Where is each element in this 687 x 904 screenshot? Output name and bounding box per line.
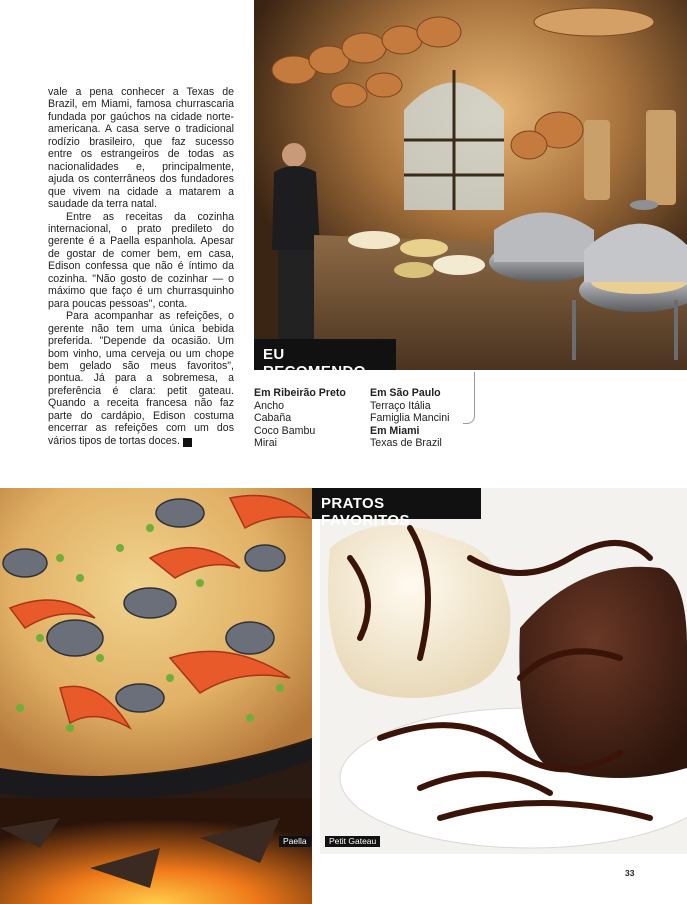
article-body (48, 86, 234, 447)
restaurant-item: Coco Bambu (254, 424, 316, 437)
restaurant-item: Mirai (254, 437, 277, 450)
eu-recomendo-heading: EU RECOMENDO (254, 339, 396, 370)
restaurant-item: Texas de Brazil (370, 437, 442, 450)
page-number: 33 (625, 868, 635, 878)
city-heading: Em Miami (370, 424, 420, 437)
paella-caption: Paella (279, 836, 311, 847)
paella-photo (0, 488, 312, 904)
city-heading: Em Ribeirão Preto (254, 387, 346, 399)
article-paragraph: vale a pena conhecer a Texas de Brazil, em Miami, famosa churrascaria fundada por gaúchos na cidade norte-americana. A casa serve o tradicional rodízio brasileiro, que faz sucesso entre os estrangeiros de todas as nacionalidades e, principalmente, ajuda os conterrâneos dos fundadores que vivem na cidade a matarem a saudade da terra natal. (48, 86, 234, 211)
petit-gateau-photo (320, 488, 687, 854)
article-paragraph (48, 310, 234, 447)
article-paragraph-text: Para acompanhar as refeições, o gerente não tem uma única bebida preferida. "Depende da ocasião. Um bom vinho, uma cerveja ou um chope bem gelado são meus favoritos", pontua. Já para a sobremesa, a preferência é clara: petit gateau. Quando a receita francesa não faz parte do cardápio, Edison costuma encerrar as refeições com um dos vários tipos de tortas doces. (48, 310, 234, 447)
restaurant-item: Ancho (254, 399, 285, 412)
restaurant-item: Cabaña (254, 412, 292, 425)
decorative-bracket-line (463, 372, 475, 424)
end-of-article-mark: r (183, 438, 192, 447)
petit-gateau-caption: Petit Gateau (325, 836, 380, 847)
restaurant-item: Famiglia Mancini (370, 412, 450, 425)
article-paragraph: Entre as receitas da cozinha internacional, o prato predileto do gerente é a Paella espanhola. Apesar de gostar de comer bem, em casa, Edison confessa que não é íntimo da cozinha. "Não gosto de cozinhar — o máximo que faço é um churrasquinho para poucas pessoas", conta. (48, 210, 234, 310)
pratos-favoritos-heading: PRATOS FAVORITOS (312, 488, 481, 519)
recommend-list-left (254, 387, 364, 450)
restaurant-item: Terraço Itália (370, 399, 431, 412)
city-heading: Em São Paulo (370, 387, 441, 399)
restaurant-buffet-photo (254, 0, 687, 370)
